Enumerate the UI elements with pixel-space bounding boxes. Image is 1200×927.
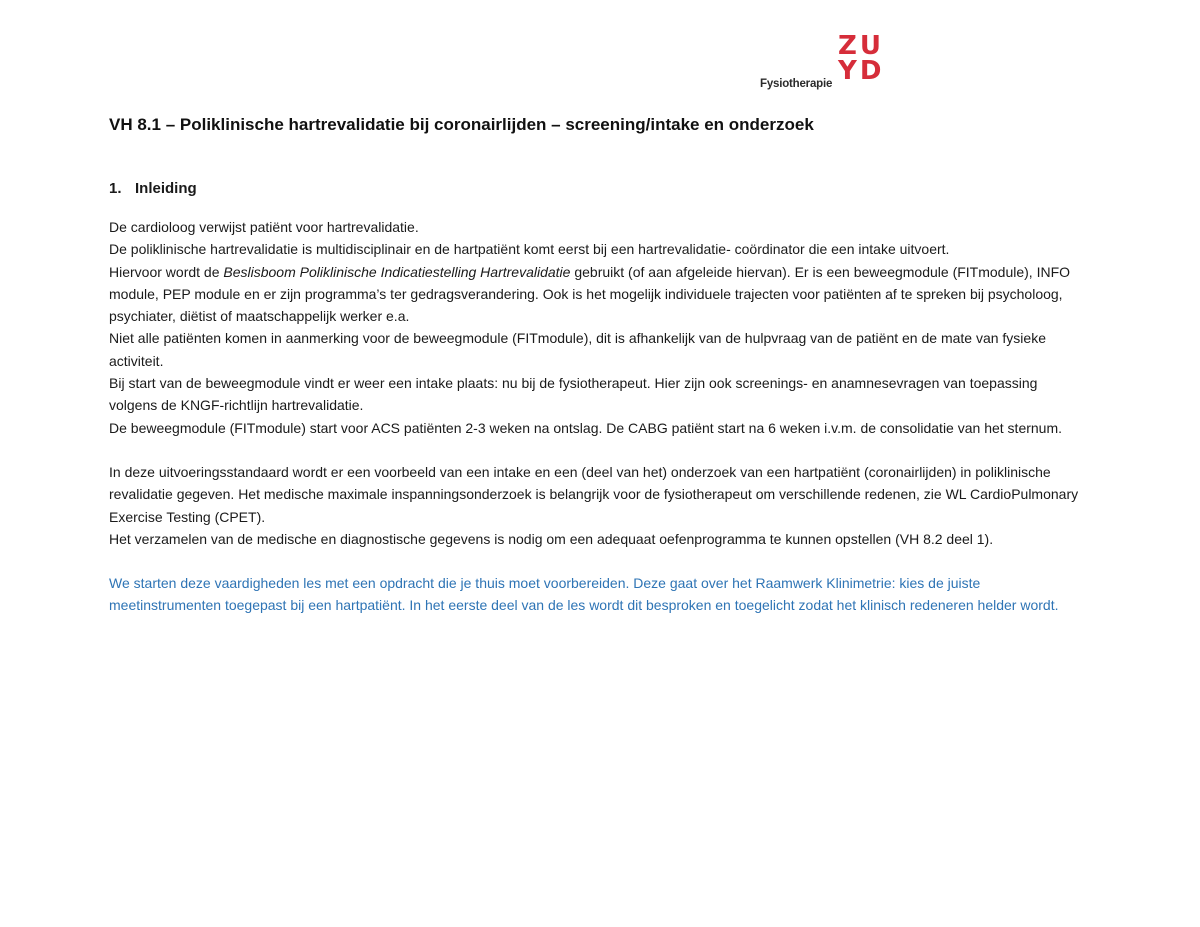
paragraph: De poliklinische hartrevalidatie is multidisciplinair en de hartpatiënt komt eerst bij een hartrevalidatie- coördinator die een intake uitvoert.	[109, 241, 950, 258]
paragraph-text: Hiervoor wordt de	[109, 263, 224, 280]
document-body	[109, 113, 1079, 617]
assignment-block	[109, 572, 1079, 617]
logo-wordmark-bottom: YD	[838, 56, 885, 86]
section-number: 1.	[109, 180, 122, 197]
paragraph: Bij start van de beweegmodule vindt er weer een intake plaats: nu bij de fysiotherapeut. Hier zijn ook screenings- en anamnesevragen van toepassing volgens de KNGF-richtlijn hartrevalidatie.	[109, 375, 1038, 414]
paragraph	[109, 261, 1079, 328]
paragraph: De cardioloog verwijst patiënt voor hartrevalidatie.	[109, 219, 419, 235]
standard-block	[109, 461, 1079, 550]
paragraph: Het verzamelen van de medische en diagnostische gegevens is nodig om een adequaat oefenprogramma te kunnen opstellen (VH 8.2 deel 1).	[109, 530, 994, 547]
italic-reference: Beslisboom Poliklinische Indicatiestelling Hartrevalidatie	[223, 263, 571, 280]
logo-wordmark-top: ZU	[838, 31, 884, 61]
section-title: Inleiding	[135, 180, 197, 197]
paragraph: In deze uitvoeringsstandaard wordt er een voorbeeld van een intake en een (deel van het) onderzoek van een hartpatiënt (coronairlijden) in poliklinische revalidatie gegeven. Het medische maximale inspanningsonderzoek is belangrijk voor de fysiotherapeut om verschillende redenen, zie WL CardioPulmonary Exercise Testing (CPET).	[109, 463, 1079, 525]
document-title: VH 8.1 – Poliklinische hartrevalidatie bij coronairlijden – screening/intake en onderzoek	[109, 115, 814, 134]
section-heading	[109, 178, 1079, 200]
paragraph-text: gebruikt (of aan afgeleide hiervan). Er is een beweegmodule (FITmodule), INFO module, PEP module en er zijn programma’s ter gedragsverandering. Ook is het mogelijk individuele trajecten voor patiënten af te spreken bij psycholoog, psychiater, diëtist of maatschappelijk werker e.a.	[109, 263, 1071, 325]
logo-wordmark	[838, 31, 885, 86]
logo-department-label: Fysiotherapie	[760, 78, 833, 90]
intro-block	[109, 216, 1079, 439]
assignment-paragraph: We starten deze vaardigheden les met een opdracht die je thuis moet voorbereiden. Deze gaat over het Raamwerk Klinimetrie: kies de juiste meetinstrumenten toegepast bij een hartpatiënt. In het eerste deel van de les wordt dit besproken en toegelicht zodat het klinisch redeneren helder wordt.	[109, 575, 1059, 614]
zuyd-logo	[760, 31, 885, 94]
paragraph: Niet alle patiënten komen in aanmerking voor de beweegmodule (FITmodule), dit is afhankelijk van de hulpvraag van de patiënt en de mate van fysieke activiteit.	[109, 330, 1046, 369]
paragraph: De beweegmodule (FITmodule) start voor ACS patiënten 2-3 weken na ontslag. De CABG patiënt start na 6 weken i.v.m. de consolidatie van het sternum.	[109, 419, 1063, 436]
